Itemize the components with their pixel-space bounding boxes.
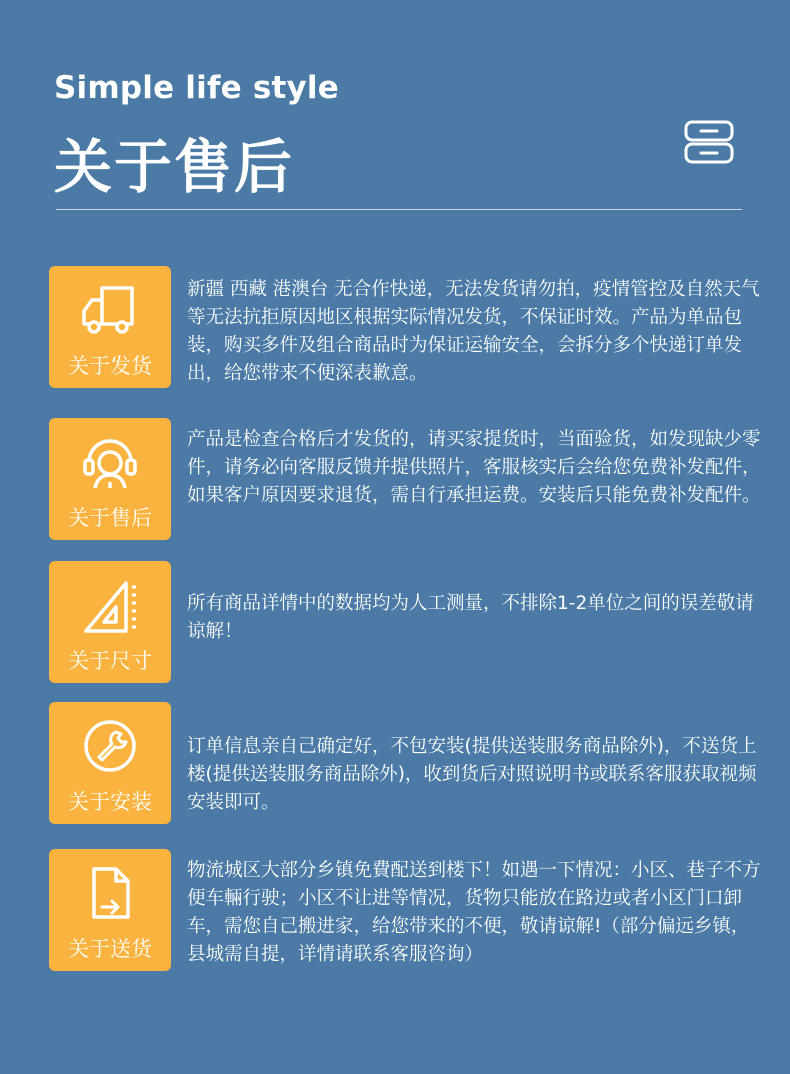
header-divider: [56, 209, 742, 210]
menu-icon: [684, 120, 734, 164]
section-text: 物流城区大部分乡镇免費配送到楼下！如遇一下情况：小区、巷子不方便车輛行驶；小区不让进等情况，货物只能放在路边或者小区门口卸车，需您自己搬进家，给您带来的不便，敬请谅解!（部分偏远乡镇，县城需自提，详情请联系客服咨询）: [187, 860, 761, 965]
truck-icon: [80, 280, 140, 340]
badge-label: 关于尺寸: [68, 649, 152, 673]
badge-label: 关于发货: [68, 354, 152, 378]
page-subtitle: Simple life style: [54, 70, 339, 106]
wrench-icon: [80, 716, 140, 776]
badge-shipping: [49, 266, 171, 388]
badge-after-sales: [49, 418, 171, 540]
page-title: 关于售后: [54, 133, 295, 201]
badge-label: 关于安装: [68, 790, 152, 814]
section-text: 产品是检查合格后才发货的，请买家提货时，当面验货，如发现缺少零件，请务必向客服反馈并提供照片，客服核实后会给您免费补发配件，如果客户原因要求退货，需自行承担运费。安装后只能免费补发配件。: [187, 429, 761, 506]
badge-delivery: [49, 849, 171, 971]
section-text: 新疆 西藏 港澳台 无合作快递，无法发货请勿拍，疫情管控及自然天气等无法抗拒原因地区根据实际情况发货，不保证时效。产品为单品包装，购买多件及组合商品时为保证运输安全，会拆分多个快递订单发出，给您带来不便深表歉意。: [187, 279, 760, 384]
badge-label: 关于售后: [68, 506, 152, 530]
badge-size: [49, 561, 171, 683]
badge-installation: [49, 702, 171, 824]
document-icon: [80, 863, 140, 923]
section-text: 所有商品详情中的数据均为人工测量，不排除1-2单位之间的误差敬请谅解！: [187, 593, 754, 642]
badge-label: 关于送货: [68, 937, 152, 961]
section-text: 订单信息亲自己确定好，不包安装(提供送装服务商品除外)，不送货上楼(提供送装服务商品除外)，收到货后对照说明书或联系客服获取视频安装即可。: [187, 736, 757, 813]
headset-agent-icon: [80, 432, 140, 492]
header: [54, 70, 339, 204]
triangle-ruler-icon: [80, 575, 140, 635]
